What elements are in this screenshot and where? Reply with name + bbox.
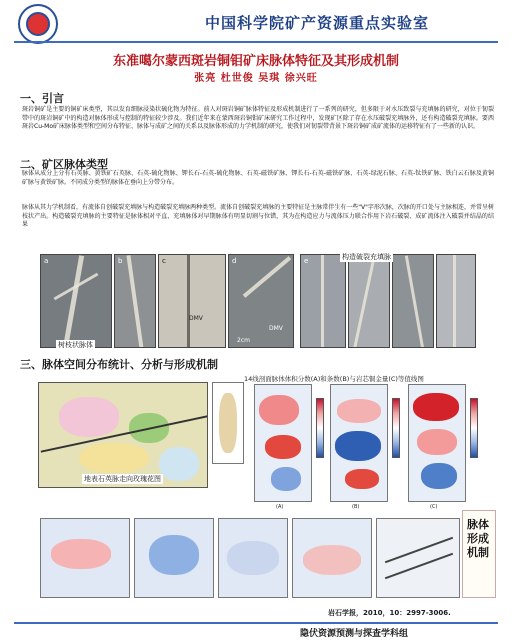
model-panel-2 bbox=[134, 518, 214, 598]
model-panel-1 bbox=[40, 518, 130, 598]
photo-d: d DMV 2cm bbox=[228, 254, 294, 348]
model-panel-4 bbox=[292, 518, 372, 598]
reference: 岩石学报，2010，10：2997-3006. bbox=[328, 609, 451, 617]
poster-title: 东准噶尔蒙西斑岩铜钼矿床脉体特征及其形成机制 bbox=[112, 54, 399, 69]
rose-diagram-caption: 地表石英脉走向玫瑰花图 bbox=[84, 475, 161, 483]
photo-f bbox=[348, 254, 390, 348]
colorbar-c bbox=[470, 398, 478, 458]
geological-map bbox=[38, 382, 208, 488]
contour-panel-b bbox=[330, 384, 388, 502]
location-map bbox=[212, 382, 244, 464]
colorbar-a bbox=[316, 398, 324, 458]
contour-panel-c bbox=[408, 384, 466, 502]
caption-tectonic-veins: 构造破裂充填脉 bbox=[342, 253, 391, 261]
section-types-title: 二、矿区脉体类型 bbox=[20, 158, 108, 171]
header bbox=[0, 0, 512, 44]
contour-panel-caption: 14线剖面脉体体积分数(A)和条数(B)与岩芯铜金量(C)等值线图 bbox=[244, 375, 424, 383]
photo-b: b bbox=[114, 254, 156, 348]
cas-logo bbox=[18, 4, 58, 44]
panel-letter-a: (A) bbox=[276, 504, 284, 510]
photo-e: e bbox=[300, 254, 346, 348]
section-intro-text: 斑岩铜矿是主要的铜矿床类型，其以发育细脉浸染状硫化物为特征。前人对斑岩铜矿脉体特征及形成机制进行了一系列的研究，但多限于对水压致裂与充填脉的研究，对位于韧裂带中的斑岩铜矿中的构造对脉体形成与控制的特征较少涉及。我们近年来在蒙西斑岩铜钼矿床研究工作过程中，发现矿区除了存在水压破裂充填脉外，还有构造破裂充填脉。要西斑岩Cu-Mo矿床脉体类型和空间分布特征、脉体与成矿之间的关系以及脉体形成的力学机制的研究，使我们对韧裂带背景下斑岩铜矿成矿流体的运移特征有了一些新的认识。 bbox=[22, 106, 494, 131]
panel-letter-c: (C) bbox=[430, 504, 438, 510]
header-rule bbox=[14, 41, 498, 43]
section-intro-title: 一、引言 bbox=[20, 92, 64, 105]
mechanism-label: 脉体形成机制 bbox=[467, 518, 489, 559]
model-panel-3 bbox=[218, 518, 288, 598]
footer-rule bbox=[14, 622, 498, 624]
section-types-text-1: 脉体从成分上分有石英脉、黄铁矿石英脉、石英-硫化物脉、钾长石-石英-硫化物脉、石英-磁铁矿脉、钾长石-石英-磁铁矿脉、石英-绿泥石脉、石英-钛铁矿脉、铁白云石脉及黄铜矿脉与黄铁矿脉。不同成分类型的脉体在垂向上分带分布。 bbox=[22, 170, 494, 186]
colorbar-b bbox=[392, 398, 400, 458]
panel-letter-b: (B) bbox=[352, 504, 360, 510]
section-distribution-title: 三、脉体空间分布统计、分析与形成机制 bbox=[20, 358, 218, 371]
photo-a: a bbox=[40, 254, 112, 348]
section-types-text-2: 脉体从其力学机制看，有流体自创破裂充填脉与构造破裂充填脉两种类型。流体自创破裂充填脉的主要特征是主脉常伴生有一些"V"字形次脉，次脉的开口处与主脉相连，并常呈树枝状产出。构造破裂充填脉的主要特征是脉体相对平直，充填脉体对早期脉体有明显切割与位错，其为在构造应力与流体压力联合作用下岩石破裂、成矿流体注入破裂并结晶的结果 bbox=[22, 204, 494, 229]
photo-h bbox=[436, 254, 476, 348]
photo-g bbox=[392, 254, 434, 348]
lab-title: 中国科学院矿产资源重点实验室 bbox=[205, 14, 430, 32]
contour-panel-a bbox=[254, 384, 312, 502]
caption-dendritic-veins: 树枝状脉体 bbox=[58, 341, 93, 349]
poster-authors: 张亮 杜世俊 吴琪 徐兴旺 bbox=[194, 73, 318, 84]
footer-group: 隐伏资源预测与探查学科组 bbox=[300, 629, 409, 639]
photo-c: c DMV bbox=[158, 254, 226, 348]
model-panel-5 bbox=[376, 518, 460, 598]
